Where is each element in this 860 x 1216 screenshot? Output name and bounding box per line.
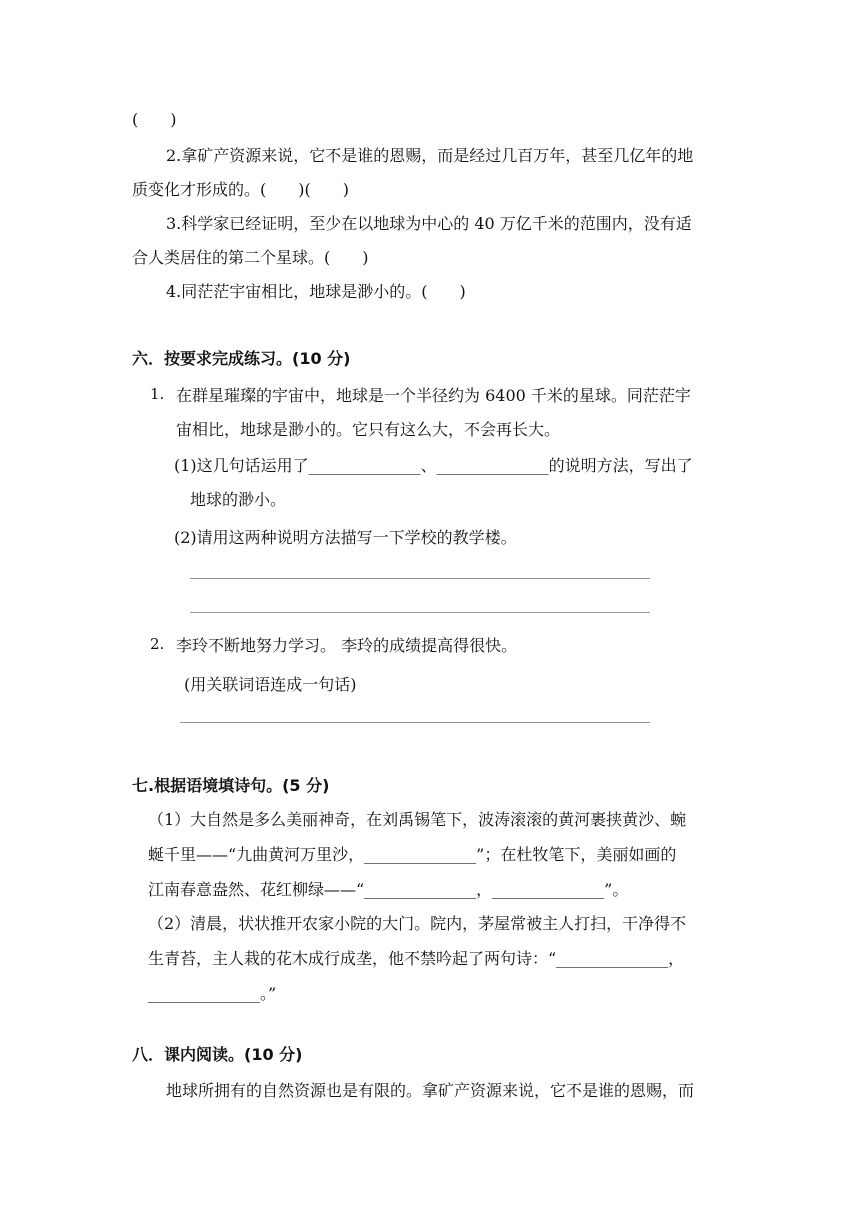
answer-line[interactable]	[180, 722, 650, 723]
item3-line1: 3.科学家已经证明，至少在以地球为中心的 40 万亿千米的范围内，没有适	[166, 214, 692, 233]
q1-number: 1.	[150, 385, 165, 403]
reading-paragraph-line1: 地球所拥有的自然资源也是有限的。拿矿产资源来说，它不是谁的恩赐，而	[166, 1081, 695, 1100]
item1-answer-blank[interactable]: ( )	[132, 110, 177, 129]
section6-heading: 六．按要求完成练习。(10 分)	[132, 349, 351, 368]
q1-sub1-line1[interactable]: (1)这几句话运用了______________、______________的说明方法，写出了	[174, 456, 693, 475]
item2-line1: 2.拿矿产资源来说，它不是谁的恩赐，而是经过几百万年，甚至几亿年的地	[166, 146, 694, 165]
item3-line2[interactable]: 合人类居住的第二个星球。( )	[132, 248, 369, 267]
section8-heading: 八．课内阅读。(10 分)	[132, 1045, 303, 1064]
poem-q2-line3[interactable]: ______________。”	[148, 984, 277, 1003]
poem-q1-line3[interactable]: 江南春意盎然、花红柳绿——“______________，______________”。	[148, 880, 629, 899]
item4[interactable]: 4.同茫茫宇宙相比，地球是渺小的。( )	[166, 282, 466, 301]
q1-sub1-line2: 地球的渺小。	[190, 490, 287, 509]
poem-q1-line1: （1）大自然是多么美丽神奇，在刘禹锡笔下，波涛滚滚的黄河裹挟黄沙、蜿	[148, 810, 687, 829]
poem-q2-line1: （2）清晨，状状推开农家小院的大门。院内，茅屋常被主人打扫，干净得不	[148, 914, 687, 933]
poem-q1-line2[interactable]: 蜒千里——“九曲黄河万里沙，______________”；在杜牧笔下，美丽如画的	[148, 845, 677, 864]
section7-heading: 七.根据语境填诗句。(5 分)	[132, 776, 330, 795]
answer-line[interactable]	[190, 612, 650, 613]
q1-sub2: (2)请用这两种说明方法描写一下学校的教学楼。	[174, 528, 517, 547]
q2-sentences: 李玲不断地努力学习。 李玲的成绩提高得很快。	[176, 636, 518, 655]
poem-q2-line2[interactable]: 生青苔，主人栽的花木成行成垄，他不禁吟起了两句诗：“______________，	[148, 949, 685, 968]
answer-line[interactable]	[190, 578, 650, 579]
q1-line2: 宙相比，地球是渺小的。它只有这么大，不会再长大。	[176, 420, 561, 439]
q2-instruction: (用关联词语连成一句话)	[184, 675, 357, 694]
q2-number: 2.	[150, 635, 165, 653]
item2-line2[interactable]: 质变化才形成的。( )( )	[132, 180, 349, 199]
q1-line1: 在群星璀璨的宇宙中，地球是一个半径约为 6400 千米的星球。同茫茫宇	[176, 386, 691, 405]
